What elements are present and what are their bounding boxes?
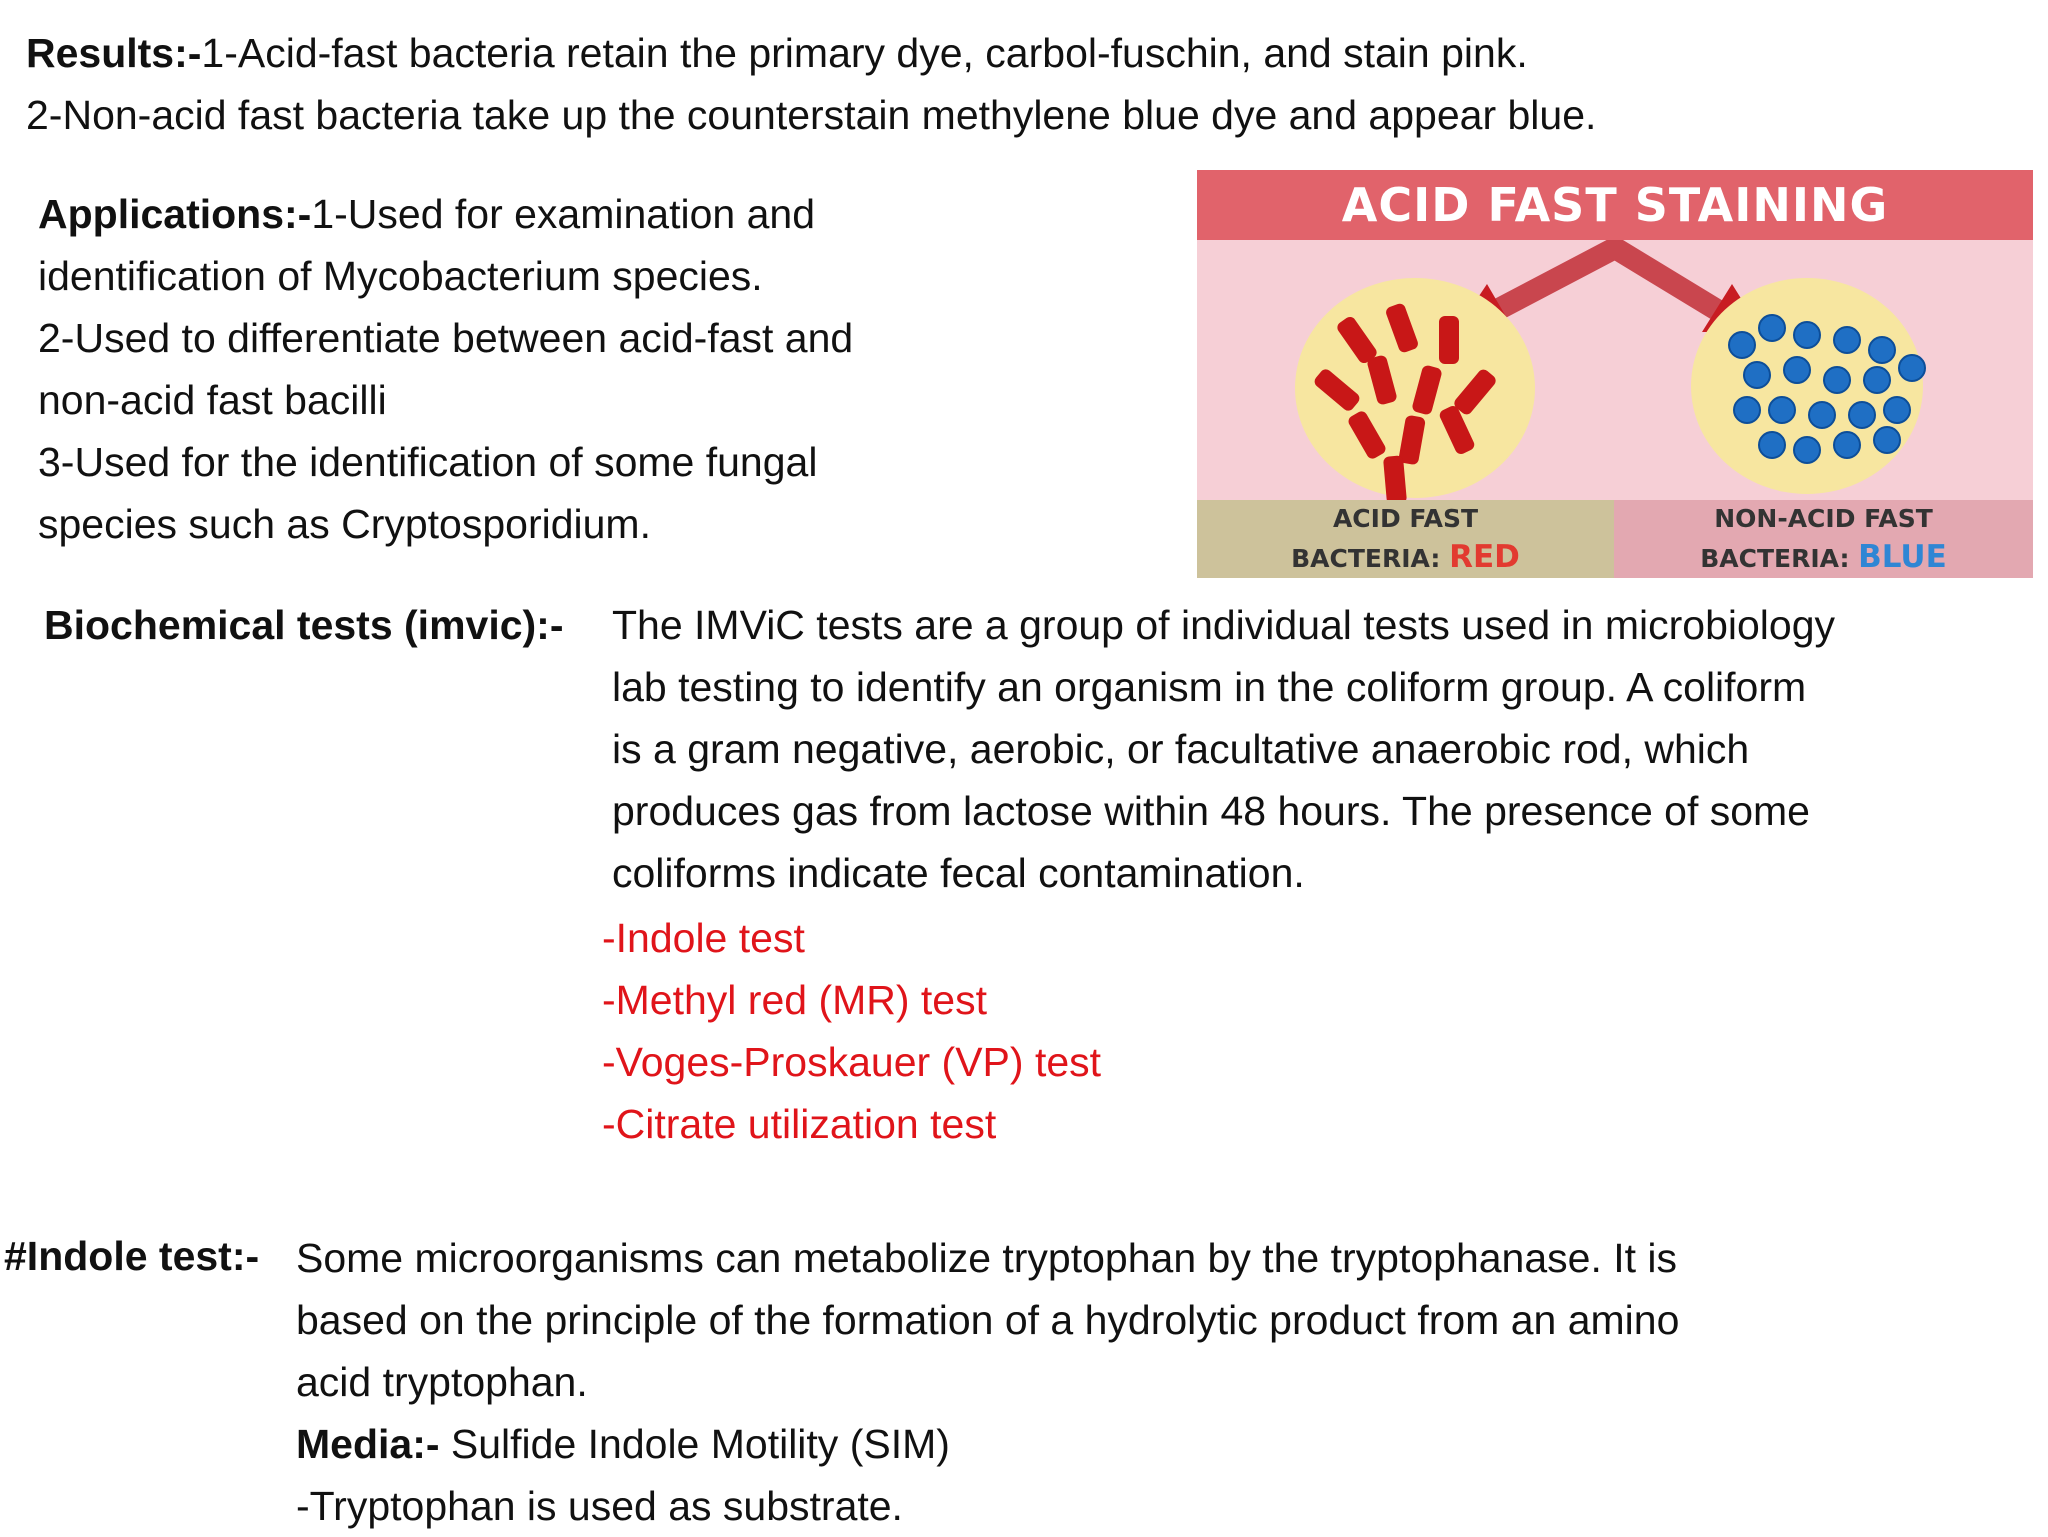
blue-coccus-4: [1834, 327, 1860, 353]
applications-line-3: 2-Used to differentiate between acid-fast and: [38, 315, 854, 361]
imvic-test-voges-proskauer: -Voges-Proskauer (VP) test: [602, 1039, 1102, 1085]
non-acid-fast-caption-prefix: BACTERIA:: [1700, 544, 1859, 573]
blue-coccus-8: [1824, 367, 1850, 393]
imvic-label: Biochemical tests (imvic):-: [44, 602, 564, 648]
indole-media-line: [296, 1413, 1679, 1475]
blue-coccus-13: [1809, 402, 1835, 428]
applications-line-1: [38, 183, 853, 245]
results-line-2: 2-Non-acid fast bacteria take up the counterstain methylene blue dye and appear blue.: [26, 92, 1597, 138]
applications-text-1: 1-Used for examination and: [311, 191, 815, 237]
imvic-line-4: produces gas from lactose within 48 hours. The presence of some: [612, 788, 1810, 834]
imvic-line-3: is a gram negative, aerobic, or facultative anaerobic rod, which: [612, 726, 1750, 772]
applications-line-6: species such as Cryptosporidium.: [38, 501, 651, 547]
blue-coccus-17: [1794, 437, 1820, 463]
media-label: Media:-: [296, 1421, 440, 1467]
indole-test-label: #Indole test:-: [4, 1233, 260, 1279]
non-acid-fast-caption-line-2: [1614, 538, 2033, 578]
acid-fast-staining-figure: [1197, 170, 2033, 578]
blue-coccus-1: [1729, 332, 1755, 358]
results-line-1: [26, 22, 1596, 84]
results-label: Results:-: [26, 30, 202, 76]
imvic-description: [612, 594, 1835, 904]
applications-line-4: non-acid fast bacilli: [38, 377, 387, 423]
blue-coccus-6: [1744, 362, 1770, 388]
red-rod-3: [1439, 316, 1459, 364]
staining-illustration: [1197, 240, 2033, 500]
blue-coccus-9: [1864, 367, 1890, 393]
imvic-test-list: [602, 907, 1101, 1155]
blue-coccus-16: [1759, 432, 1785, 458]
blue-coccus-15: [1884, 397, 1910, 423]
indole-line-1: Some microorganisms can metabolize tryptophan by the tryptophanase. It is: [296, 1235, 1678, 1281]
applications-line-2: identification of Mycobacterium species.: [38, 253, 763, 299]
imvic-line-1: The IMViC tests are a group of individual tests used in microbiology: [612, 602, 1836, 648]
indole-substrate-line: -Tryptophan is used as substrate.: [296, 1483, 903, 1529]
acid-fast-caption-line-2: [1197, 538, 1614, 578]
blue-coccus-11: [1734, 397, 1760, 423]
indole-line-2: based on the principle of the formation of a hydrolytic product from an amino: [296, 1297, 1680, 1343]
imvic-line-2: lab testing to identify an organism in the coliform group. A coliform: [612, 664, 1807, 710]
non-acid-fast-caption: [1614, 500, 2033, 578]
blue-coccus-18: [1834, 432, 1860, 458]
figure-title: ACID FAST STAINING: [1197, 170, 2033, 240]
blue-coccus-14: [1849, 402, 1875, 428]
applications-line-5: 3-Used for the identification of some fungal: [38, 439, 818, 485]
blue-coccus-2: [1759, 315, 1785, 341]
red-rod-11: [1383, 455, 1407, 500]
results-text-1: 1-Acid-fast bacteria retain the primary dye, carbol-fuschin, and stain pink.: [201, 30, 1528, 76]
blue-coccus-10: [1899, 355, 1925, 381]
blue-coccus-12: [1769, 397, 1795, 423]
blue-color-word: BLUE: [1858, 539, 1947, 575]
indole-test-description: [296, 1227, 1679, 1537]
blue-coccus-5: [1869, 337, 1895, 363]
imvic-test-citrate: -Citrate utilization test: [602, 1101, 997, 1147]
media-value: Sulfide Indole Motility (SIM): [439, 1421, 950, 1467]
imvic-line-5: coliforms indicate fecal contamination.: [612, 850, 1305, 896]
applications-label: Applications:-: [38, 191, 312, 237]
blue-coccus-19: [1874, 427, 1900, 453]
acid-fast-caption-prefix: BACTERIA:: [1291, 544, 1450, 573]
acid-fast-caption-line-1: ACID FAST: [1332, 504, 1479, 533]
blue-coccus-3: [1794, 322, 1820, 348]
non-acid-fast-caption-line-1: NON-ACID FAST: [1714, 504, 1933, 533]
imvic-test-indole: -Indole test: [602, 915, 805, 961]
acid-fast-caption: [1197, 500, 1614, 578]
imvic-test-methyl-red: -Methyl red (MR) test: [602, 977, 987, 1023]
results-section: [26, 22, 1596, 146]
applications-section: [38, 183, 853, 555]
red-color-word: RED: [1449, 539, 1520, 575]
indole-line-3: acid tryptophan.: [296, 1359, 588, 1405]
blue-coccus-7: [1784, 357, 1810, 383]
